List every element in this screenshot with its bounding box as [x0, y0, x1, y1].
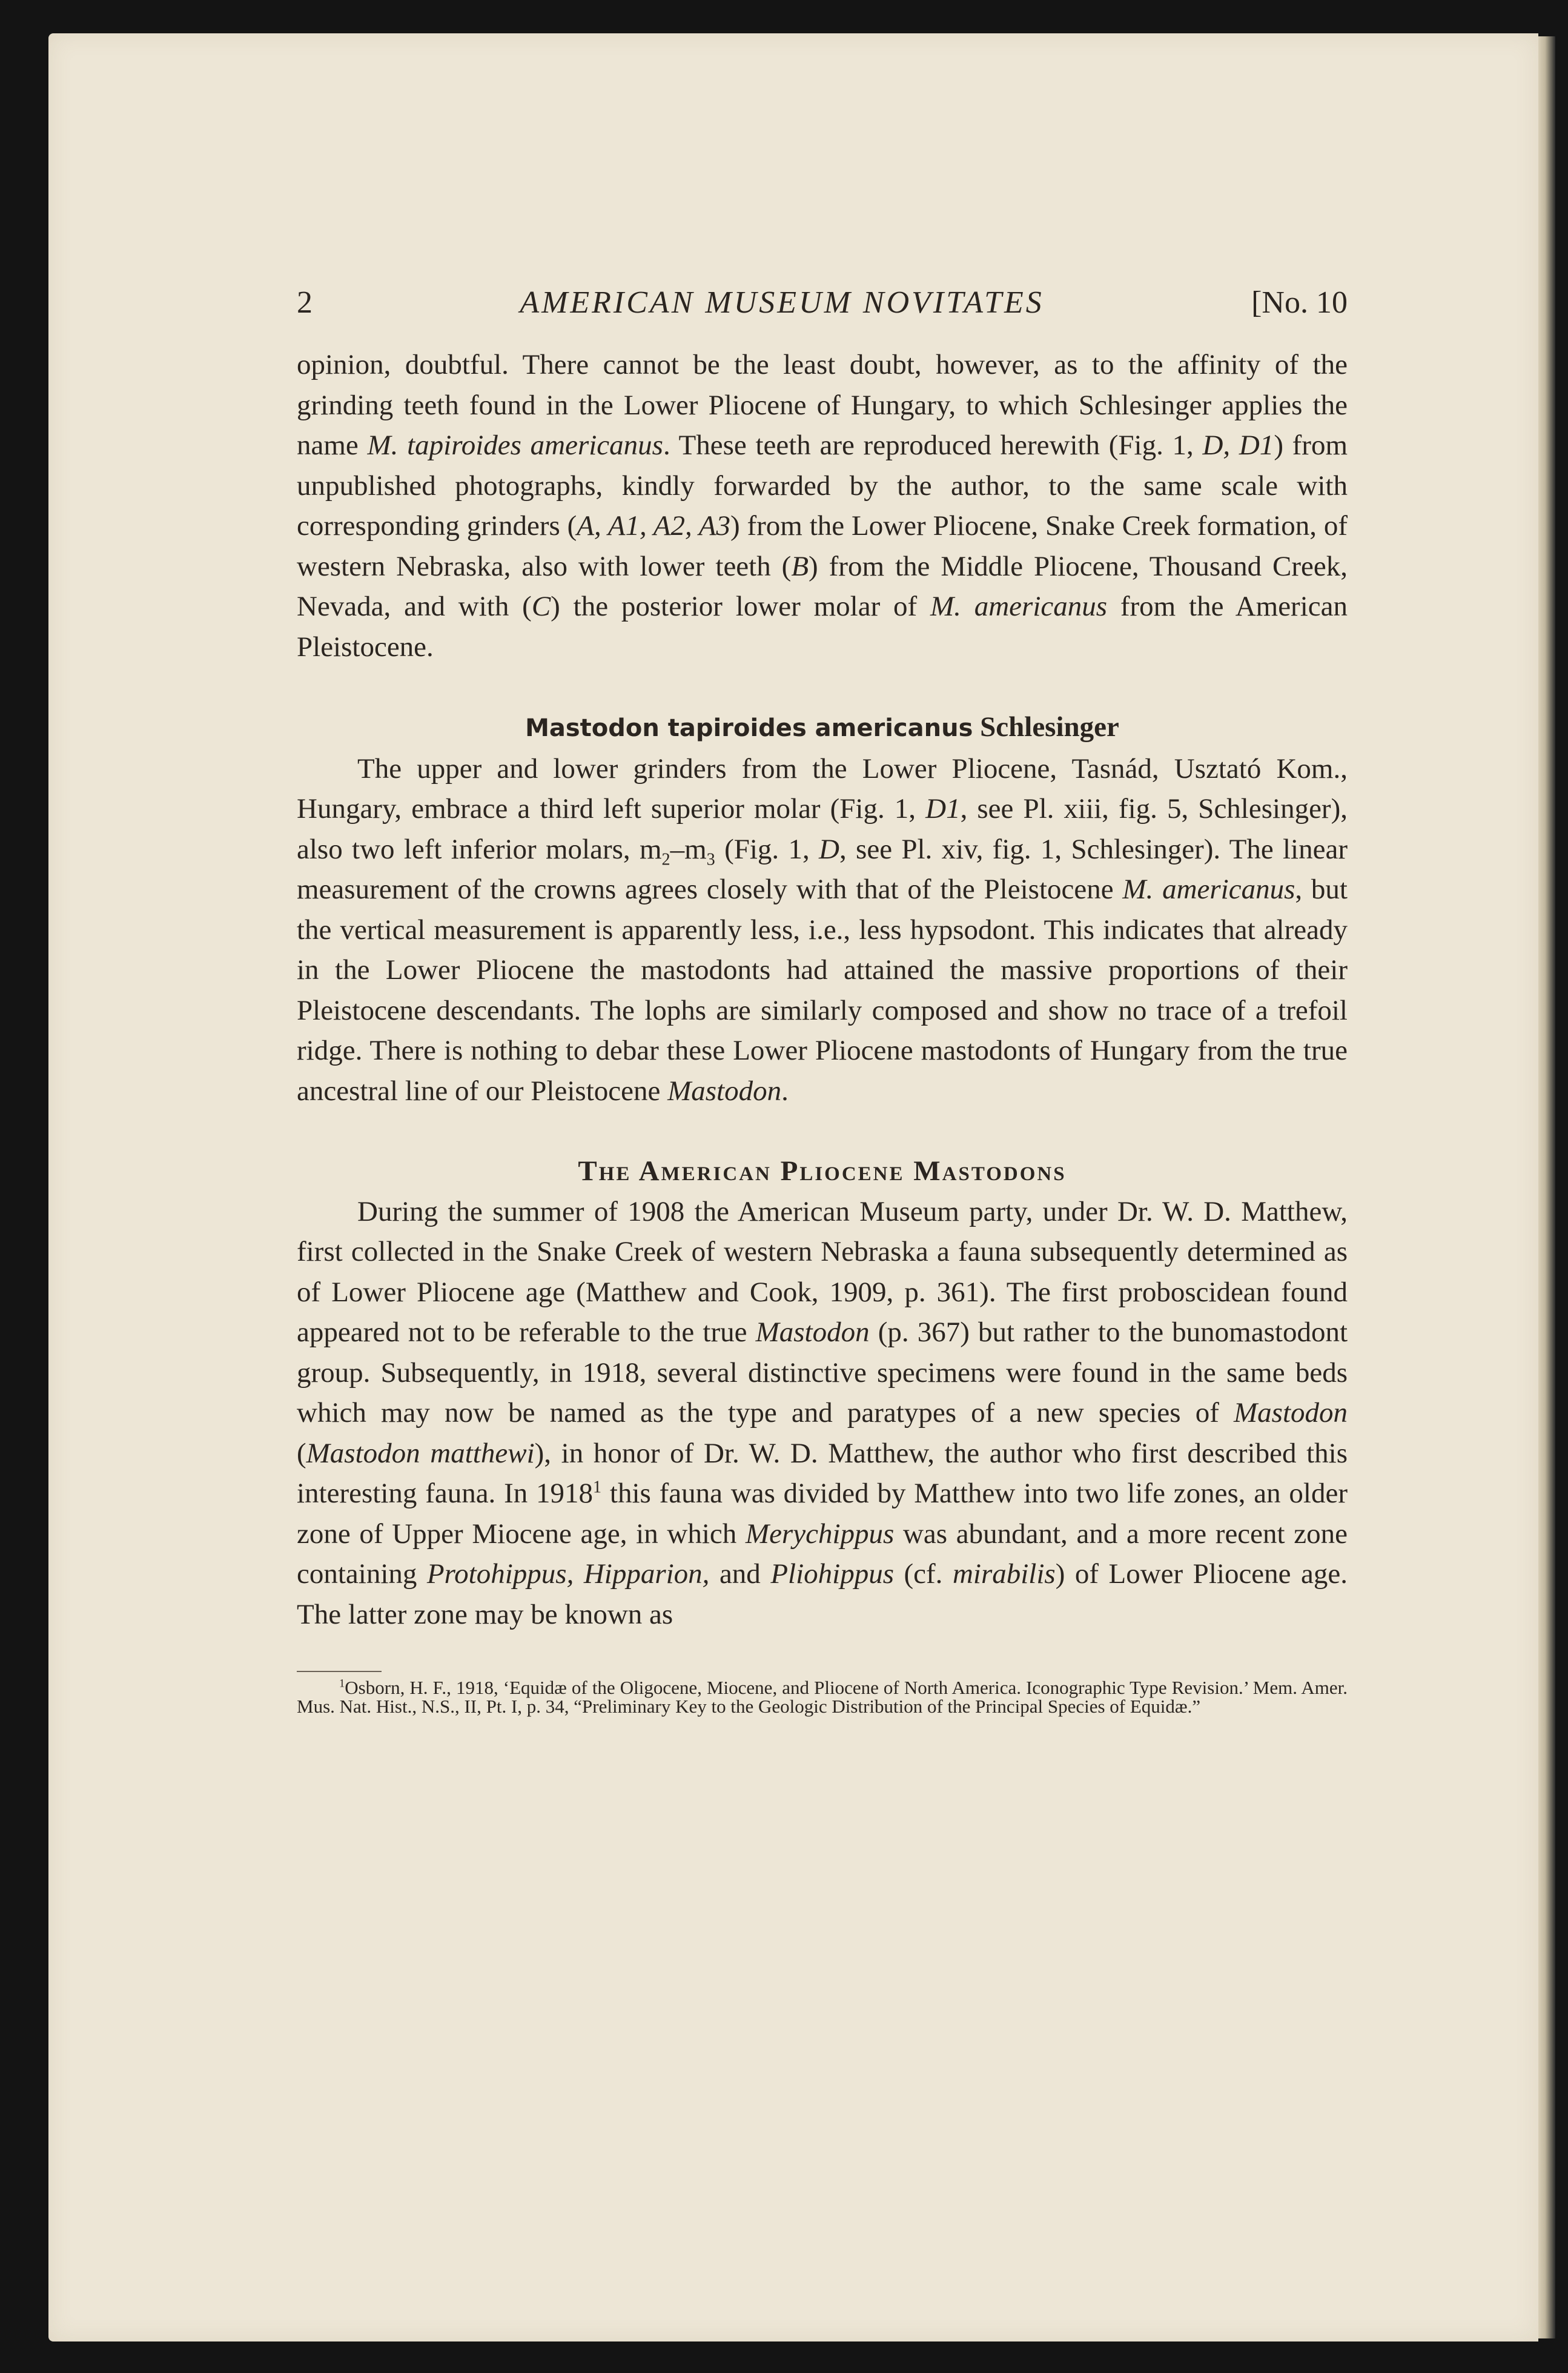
journal-title: AMERICAN MUSEUM NOVITATES [520, 285, 1044, 320]
pliocene-paragraph: During the summer of 1908 the American Museum party, under Dr. W. D. Matthew, first collected in the Snake Creek of western Nebraska a fauna subsequently determined as of Lower Pliocene age (Matthew and Cook, 1909, p. 361). The first proboscidean found appeared not to be referable to the true Mastodon (p. 367) but rather to the bunomastodont group. Subsequently, in 1918, several distinctive specimens were found in the same beds which may now be named as the type and paratypes of a new species of Mastodon (Mastodon matthewi), in honor of Dr. W. D. Matthew, the author who first described this interesting fauna. In 1918$^1$ this fauna was divided by Matthew into two life zones, an older zone of Upper Miocene age, in which Merychippus was abundant, and a more recent zone containing Protohippus, Hipparion, and Pliohippus (cf. mirabilis) of Lower Pliocene age. The latter zone may be known as [297, 1195, 1348, 1630]
section-heading-pliocene-mastodons: The American Pliocene Mastodons [578, 1155, 1067, 1187]
section-heading-tapiroides: Mastodon tapiroides americanus Schlesinger [525, 711, 1119, 743]
intro-paragraph: opinion, doubtful. There cannot be the least doubt, however, as to the affinity of the grinding teeth found in the Lower Pliocene of Hungary, to which Schlesinger applies the name M. tapiroides americanus. These teeth are reproduced herewith (Fig. 1, D, D1) from unpublished photographs, kindly forwarded by the author, to the same scale with corresponding grinders (A, A1, A2, A3) from the Lower Pliocene, Snake Creek formation, of western Nebraska, also with lower teeth (B) from the Middle Pliocene, Thousand Creek, Nevada, and with (C) the posterior lower molar of M. americanus from the American Pleistocene. [297, 349, 1348, 663]
page-edge [1538, 36, 1555, 2338]
page-content [297, 285, 1348, 1716]
tapiroides-paragraph: The upper and lower grinders from the Lower Pliocene, Tasnád, Usztató Kom., Hungary, embrace a third left superior molar (Fig. 1, D1, see Pl. xiii, fig. 5, Schlesinger), also two left inferior molars, $m_2-m_3$ (Fig. 1, D, see Pl. xiv, fig. 1, Schlesinger). The linear measurement of the crowns agrees closely with that of the Pleistocene M. americanus, but the vertical measurement is apparently less, i.e., less hypsodont. This indicates that already in the Lower Pliocene the mastodonts had attained the massive proportions of their Pleistocene descendants. The lophs are similarly composed and show no trace of a trefoil ridge. There is nothing to debar these Lower Pliocene mastodonts of Hungary from the true ancestral line of our Pleistocene Mastodon. [297, 752, 1348, 1107]
footnote [297, 1678, 1348, 1716]
issue-number: [No. 10 [1251, 285, 1348, 320]
footnote-divider [297, 1671, 382, 1672]
footnote-text: Osborn, H. F., 1918, ‘Equidæ of the Oligocene, Miocene, and Pliocene of North America. Iconographic Type Revision.’ Mem. Amer. Mus. Nat. Hist., N.S., II, Pt. I, p. 34, “Preliminary Key to the Geologic Distribution of the Principal Species of Equidæ.” [297, 1677, 1348, 1717]
page-number: 2 [297, 285, 313, 320]
footnote-marker: 1 [339, 1677, 345, 1690]
running-head [297, 285, 1348, 320]
